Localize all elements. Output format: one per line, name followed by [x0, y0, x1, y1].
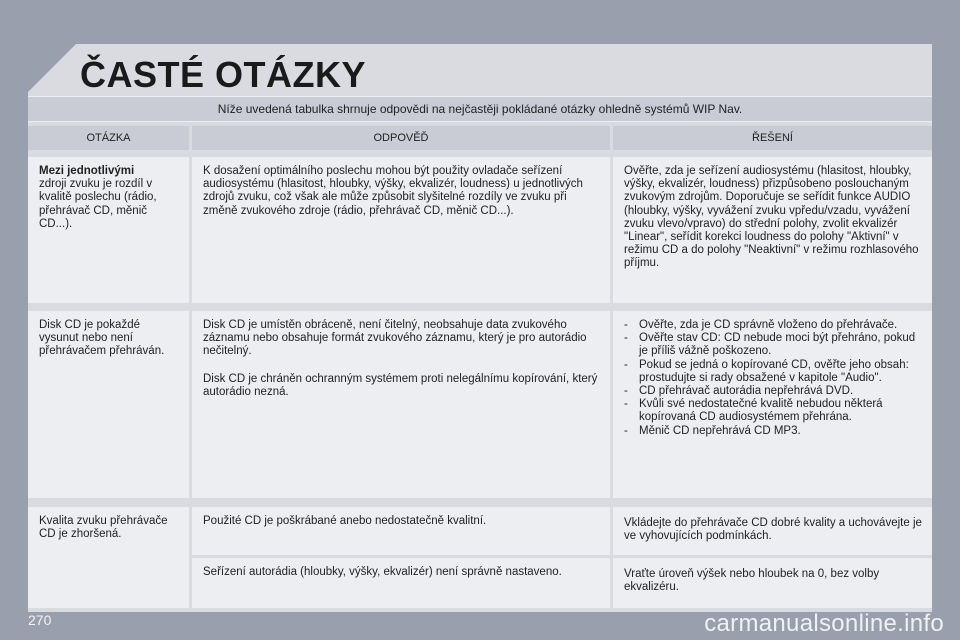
row3-answer-text-1: Použité CD je poškrábané anebo nedostatečně kvalitní. — [203, 515, 487, 527]
row3-solution-text-2: Vraťte úroveň výšek nebo hloubek na 0, bez volby ekvalizéru. — [624, 568, 880, 594]
column-header-answer: ODPOVĚĎ — [192, 126, 610, 150]
column-header-question: OTÁZKA — [28, 126, 189, 150]
column-header-solution: ŘEŠENÍ — [613, 126, 932, 150]
row3-question-cell — [28, 507, 189, 608]
row2-solution-list — [624, 319, 922, 438]
list-item: - Pokud se jedná o kopírované CD, ověřte jeho obsah: prostudujte si rady obsažené v kapitole "Audio". — [624, 359, 922, 385]
row1-solution-cell — [613, 157, 932, 303]
list-item: - Kvůli své nedostatečné kvalitě nebudou některá kopírovaná CD audiosystémem přehrána. — [624, 398, 922, 424]
watermark: carmanualsonline.info — [704, 610, 944, 637]
row2-answer-text-2: Disk CD je chráněn ochranným systémem proti nelegálnímu kopírování, který autorádio nezná. — [203, 372, 598, 398]
row3-solution-cell-1 — [613, 507, 932, 555]
page-number: 270 — [28, 612, 52, 628]
row2-solution-cell — [613, 311, 932, 498]
row2-answer-text-1: Disk CD je umístěn obráceně, není čitelný, neobsahuje data zvukového záznamu nebo obsahuje formát zvukového záznamu, který je pro autorádio nečitelný. — [203, 319, 587, 358]
row3-solution-text-1: Vkládejte do přehrávače CD dobré kvality a uchovávejte je ve vyhovujících podmínkách. — [624, 517, 922, 543]
row3-answer-cell-2 — [192, 558, 610, 608]
page-title: ČASTÉ OTÁZKY — [80, 54, 367, 95]
row3-answer-cell-1 — [192, 507, 610, 555]
row1-question-cell — [28, 157, 189, 303]
list-item: - Ověřte stav CD: CD nebude moci být přehráno, pokud je příliš vážně poškozeno. — [624, 332, 922, 358]
list-item: - Měnič CD nepřehrává CD MP3. — [624, 425, 922, 438]
row3-solution-cell-2 — [613, 558, 932, 608]
row3-question-text: Kvalita zvuku přehrávače CD je zhoršená. — [39, 515, 168, 541]
intro-text: Níže uvedená tabulka shrnuje odpovědi na nejčastěji pokládané otázky ohledně systémů WIP Nav. — [28, 96, 932, 122]
row2-question-text: Disk CD je pokaždé vysunut nebo není přehrávačem přehráván. — [39, 319, 165, 358]
list-item: - Ověřte, zda je CD správně vloženo do přehrávače. — [624, 319, 922, 332]
row1-question-bold: Mezi jednotlivými — [39, 165, 135, 177]
row1-solution-text: Ověřte, zda je seřízení audiosystému (hlasitost, hloubky, výšky, ekvalizér, loudness) přizpůsobeno poslouchaným zvukovým zdrojům. Doporučuje se seřídit funkce AUDIO (hloubky, výšky, vyvážení zvuku vpředu/vzadu, vyvážení zvuku vlevo/vpravo) do střední polohy, zvolit ekvalizér "Linear", seřídit korekci loudness do polohy "Aktivní" v režimu CD a do polohy "Neaktivní" v režimu rozhlasového příjmu. — [624, 165, 919, 270]
row1-question-text: zdroji zvuku je rozdíl v kvalitě poslechu (rádio, přehrávač CD, měnič CD...). — [39, 178, 157, 230]
list-item: - CD přehrávač autorádia nepřehrává DVD. — [624, 385, 922, 398]
row2-answer-cell — [192, 311, 610, 498]
row1-answer-cell — [192, 157, 610, 303]
row1-answer-text: K dosažení optimálního poslechu mohou být použity ovladače seřízení audiosystému (hlasitost, hloubky, výšky, ekvalizér, loudness) u jednotlivých zdrojů zvuku, což však ale může způsobit slyšitelné rozdíly ve zvuku při změně zvukového zdroje (rádio, přehrávač CD, měnič CD...). — [203, 165, 583, 217]
row3-answer-text-2: Seřízení autorádia (hloubky, výšky, ekvalizér) není správně nastaveno. — [203, 566, 562, 578]
row2-question-cell — [28, 311, 189, 498]
